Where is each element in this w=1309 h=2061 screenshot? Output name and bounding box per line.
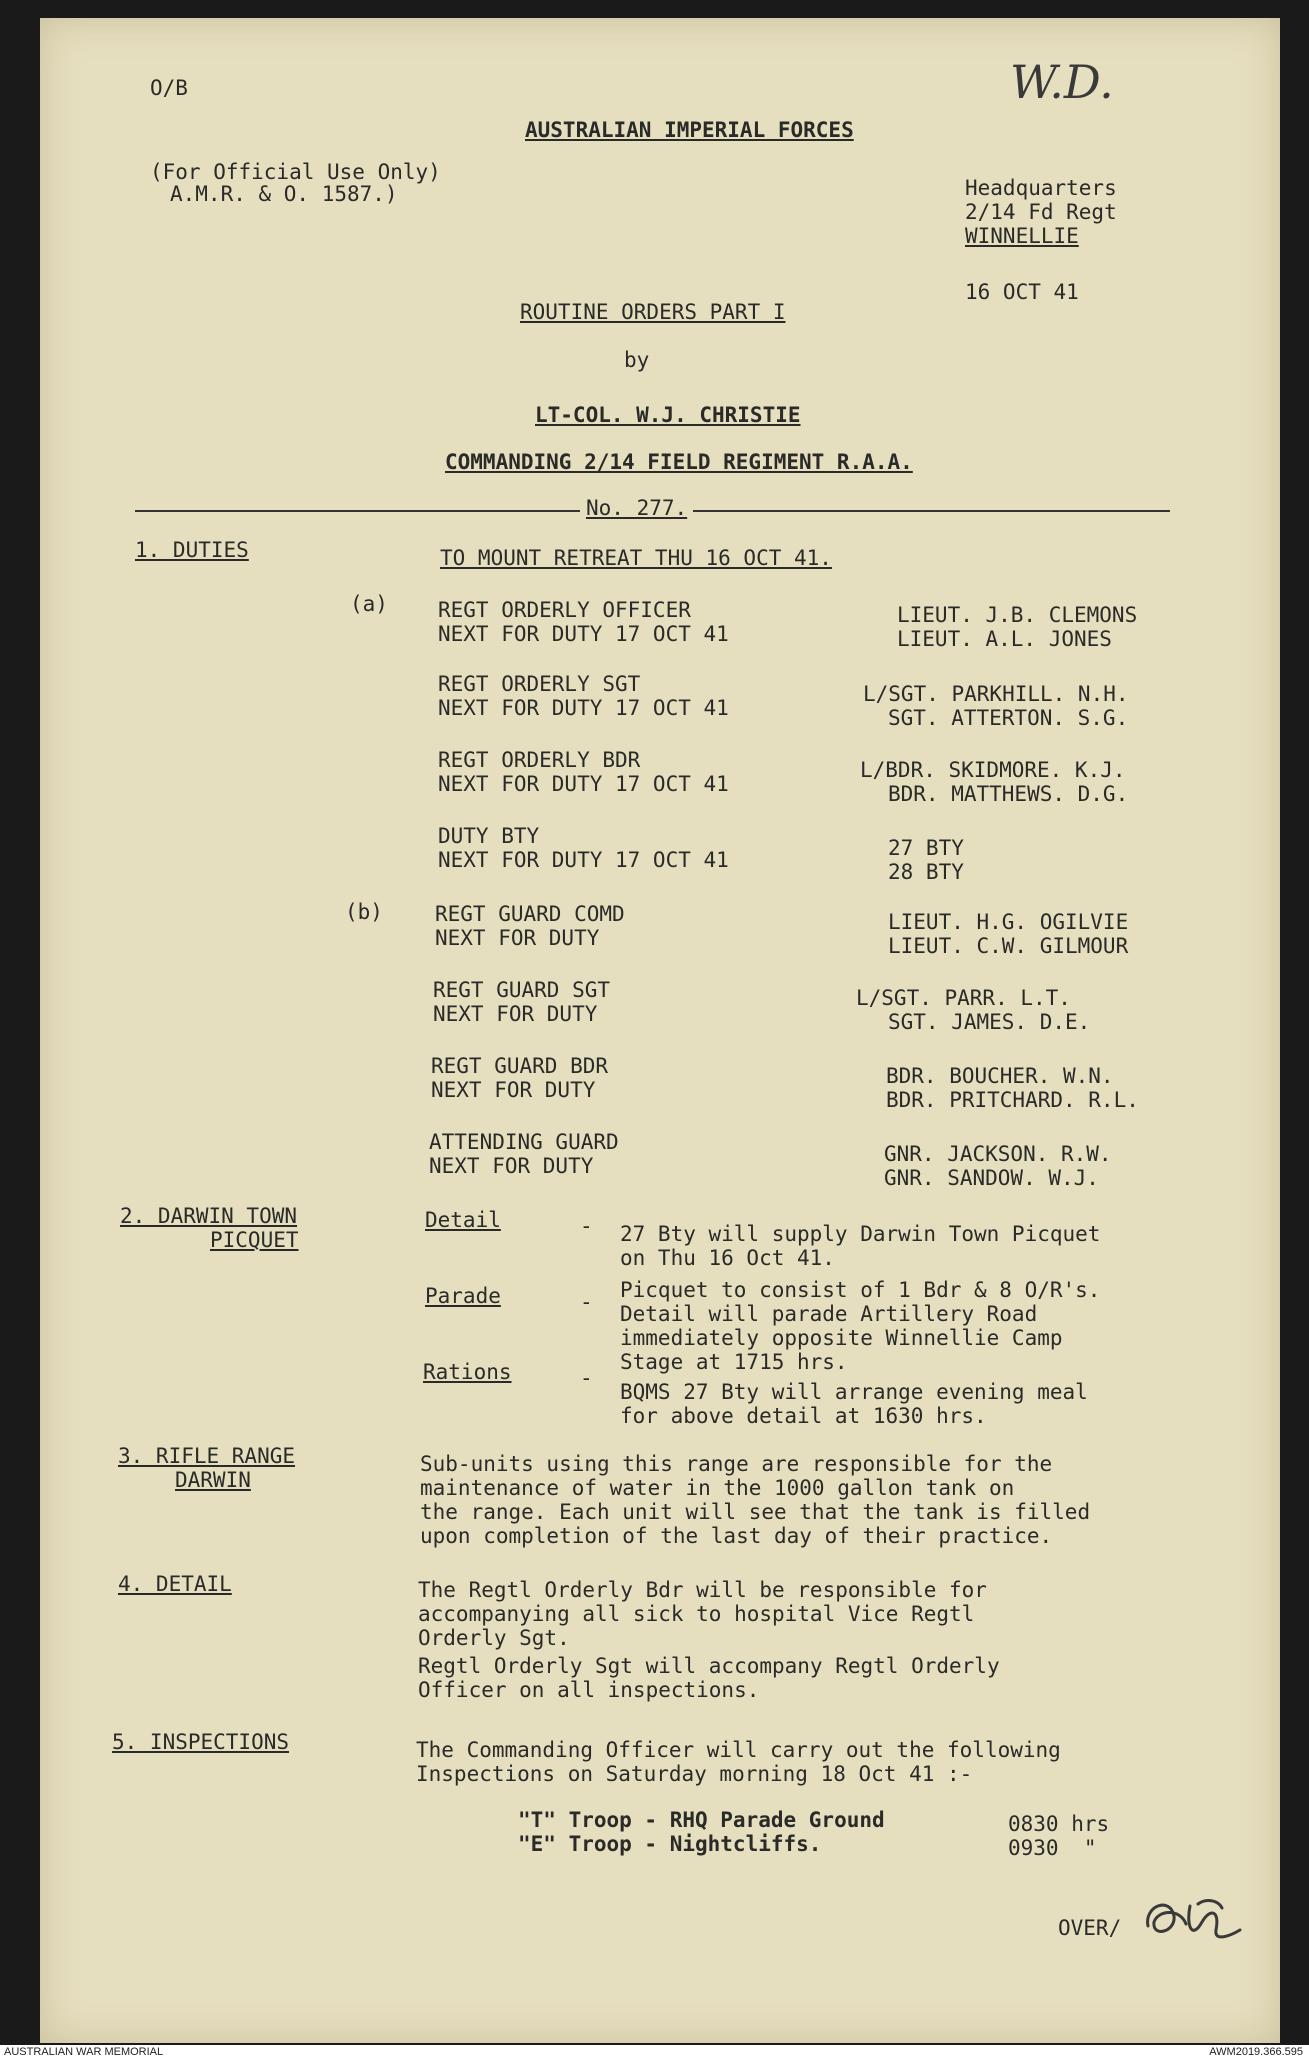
section-3-line-1: Sub-units using this range are responsible for the: [420, 1452, 1053, 1476]
parade-line-1: Detail will parade Artillery Road: [620, 1302, 1038, 1326]
duty-role: REGT GUARD SGT: [433, 978, 611, 1002]
document-title: AUSTRALIAN IMPERIAL FORCES: [525, 118, 854, 142]
duty-name-1: BDR. BOUCHER. W.N.: [886, 1064, 1114, 1088]
label-b: (b): [345, 900, 383, 924]
hq-line-3: WINNELLIE: [965, 224, 1079, 248]
section-5-line-1: The Commanding Officer will carry out the following: [416, 1738, 1061, 1762]
footer-reference: AWM2019.366.595: [1209, 2046, 1303, 2058]
over-label: OVER/: [1058, 1916, 1122, 1940]
doc-ref: O/B: [150, 76, 188, 100]
duty-next: NEXT FOR DUTY: [435, 926, 600, 950]
official-use-note: (For Official Use Only): [150, 160, 441, 184]
document-page: [40, 18, 1280, 2043]
handwritten-mark: W.D.: [1010, 55, 1114, 109]
duty-name-1: LIEUT. J.B. CLEMONS: [897, 603, 1138, 627]
section-2-heading-2: PICQUET: [210, 1228, 299, 1252]
hq-line-1: Headquarters: [965, 176, 1117, 200]
duty-role: ATTENDING GUARD: [429, 1130, 619, 1154]
by-line: by: [624, 348, 650, 372]
section-2-heading: 2. DARWIN TOWN: [120, 1204, 298, 1228]
section-5-line-2: Inspections on Saturday morning 18 Oct 41 :-: [416, 1762, 973, 1786]
duty-role: REGT ORDERLY BDR: [438, 748, 641, 772]
duty-name-2: BDR. MATTHEWS. D.G.: [888, 782, 1129, 806]
duty-name-1: L/SGT. PARKHILL. N.H.: [863, 682, 1129, 706]
section-3-heading: 3. RIFLE RANGE: [118, 1444, 296, 1468]
section-4-line-1: The Regtl Orderly Bdr will be responsible for: [418, 1578, 987, 1602]
inspection-item-troop: "E" Troop - Nightcliffs.: [518, 1832, 822, 1856]
duty-role: REGT GUARD BDR: [431, 1054, 609, 1078]
duty-role: DUTY BTY: [438, 824, 540, 848]
duty-name-2: 28 BTY: [888, 860, 964, 884]
duty-name-2: GNR. SANDOW. W.J.: [884, 1166, 1099, 1190]
hq-line-2: 2/14 Fd Regt: [965, 200, 1117, 224]
detail-line-1: 27 Bty will supply Darwin Town Picquet: [620, 1222, 1101, 1246]
document-date: 16 OCT 41: [965, 280, 1079, 304]
footer-source: AUSTRALIAN WAR MEMORIAL: [4, 2046, 164, 2058]
amr-reference: A.M.R. & O. 1587.): [170, 182, 398, 206]
section-5-heading: 5. INSPECTIONS: [112, 1730, 290, 1754]
duty-next: NEXT FOR DUTY 17 OCT 41: [438, 622, 729, 646]
rations-line-2: for above detail at 1630 hrs.: [620, 1404, 987, 1428]
section-1-subheading: TO MOUNT RETREAT THU 16 OCT 41.: [440, 546, 832, 570]
duty-next: NEXT FOR DUTY: [431, 1078, 596, 1102]
duty-name-1: LIEUT. H.G. OGILVIE: [888, 910, 1129, 934]
handwritten-initials: [1140, 1886, 1260, 1950]
section-1-heading: 1. DUTIES: [135, 538, 249, 562]
duty-name-2: LIEUT. A.L. JONES: [897, 627, 1112, 651]
duty-name-2: LIEUT. C.W. GILMOUR: [888, 934, 1129, 958]
section-4-line-3: Orderly Sgt.: [418, 1626, 570, 1650]
duty-next: NEXT FOR DUTY 17 OCT 41: [438, 848, 729, 872]
label-a: (a): [350, 592, 388, 616]
inspection-item-time: 0830 hrs: [1008, 1812, 1110, 1836]
section-4-line-4: Regtl Orderly Sgt will accompany Regtl Orderly: [418, 1654, 1000, 1678]
rations-label: Rations: [423, 1360, 512, 1384]
parade-line-2: immediately opposite Winnellie Camp: [620, 1326, 1063, 1350]
section-3-heading-2: DARWIN: [175, 1468, 251, 1492]
inspection-item-troop: "T" Troop - RHQ Parade Ground: [518, 1808, 885, 1832]
section-3-line-3: the range. Each unit will see that the tank is filled: [420, 1500, 1091, 1524]
archive-footer: [0, 2045, 1309, 2061]
detail-line-2: on Thu 16 Oct 41.: [620, 1246, 835, 1270]
section-4-line-2: accompanying all sick to hospital Vice Regtl: [418, 1602, 975, 1626]
duty-next: NEXT FOR DUTY 17 OCT 41: [438, 696, 729, 720]
duty-next: NEXT FOR DUTY: [429, 1154, 594, 1178]
duty-name-1: GNR. JACKSON. R.W.: [884, 1142, 1112, 1166]
inspection-item-time: 0930 ": [1008, 1836, 1097, 1860]
routine-orders-title: ROUTINE ORDERS PART I: [520, 300, 786, 324]
parade-line-3: Stage at 1715 hrs.: [620, 1350, 848, 1374]
duty-role: REGT ORDERLY SGT: [438, 672, 641, 696]
duty-name-1: 27 BTY: [888, 836, 964, 860]
duty-name-2: SGT. JAMES. D.E.: [888, 1010, 1091, 1034]
detail-label: Detail: [425, 1208, 501, 1232]
command-line: COMMANDING 2/14 FIELD REGIMENT R.A.A.: [445, 450, 913, 474]
order-number: No. 277.: [580, 496, 693, 520]
parade-dash: -: [580, 1290, 593, 1314]
section-4-heading: 4. DETAIL: [118, 1572, 232, 1596]
duty-role: REGT GUARD COMD: [435, 902, 625, 926]
duty-name-1: L/SGT. PARR. L.T.: [856, 986, 1071, 1010]
duty-name-2: BDR. PRITCHARD. R.L.: [886, 1088, 1139, 1112]
duty-name-1: L/BDR. SKIDMORE. K.J.: [860, 758, 1126, 782]
detail-dash: -: [580, 1214, 593, 1238]
parade-label: Parade: [425, 1284, 501, 1308]
rations-dash: -: [580, 1366, 593, 1390]
section-3-line-4: upon completion of the last day of their practice.: [420, 1524, 1053, 1548]
rations-line-1: BQMS 27 Bty will arrange evening meal: [620, 1380, 1088, 1404]
duty-next: NEXT FOR DUTY 17 OCT 41: [438, 772, 729, 796]
section-4-line-5: Officer on all inspections.: [418, 1678, 760, 1702]
duty-name-2: SGT. ATTERTON. S.G.: [888, 706, 1129, 730]
section-3-line-2: maintenance of water in the 1000 gallon tank on: [420, 1476, 1015, 1500]
duty-role: REGT ORDERLY OFFICER: [438, 598, 691, 622]
duty-next: NEXT FOR DUTY: [433, 1002, 598, 1026]
commander-name: LT-COL. W.J. CHRISTIE: [535, 403, 801, 427]
detail-line-3: Picquet to consist of 1 Bdr & 8 O/R's.: [620, 1278, 1101, 1302]
